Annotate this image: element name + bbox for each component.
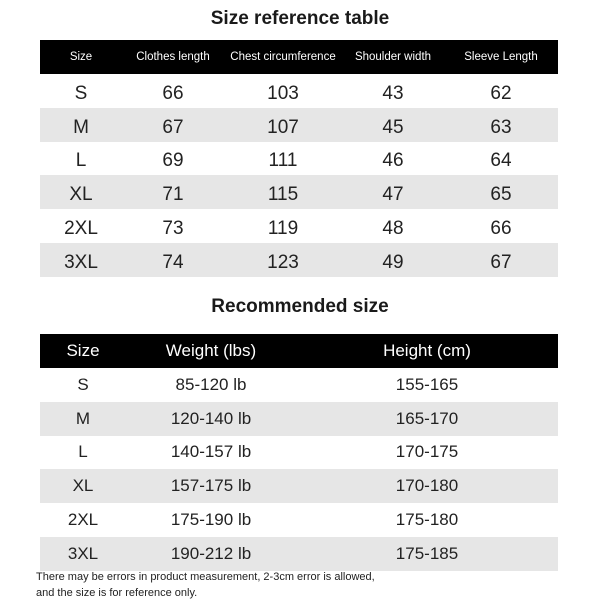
size-table-header	[40, 40, 558, 74]
table-cell: 2XL	[64, 218, 98, 240]
table-cell: 155-165	[395, 374, 459, 394]
table-cell: 62	[490, 82, 512, 104]
table-row	[40, 175, 558, 209]
table-cell: 111	[268, 150, 298, 172]
table-cell: L	[78, 442, 88, 462]
table-cell: 43	[382, 82, 404, 104]
table-row	[40, 142, 558, 176]
table-cell: 123	[267, 251, 299, 273]
table-row	[40, 108, 558, 142]
table-cell: 119	[267, 218, 299, 240]
table-cell: 73	[162, 218, 184, 240]
table-cell: 190-212 lb	[170, 543, 252, 563]
table-cell: 46	[382, 150, 404, 172]
table-cell: 48	[382, 218, 404, 240]
table-cell: 120-140 lb	[170, 408, 252, 428]
note-line-1: There may be errors in product measurement, 2-3cm error is allowed,	[36, 571, 375, 583]
table-row	[40, 243, 558, 277]
table-cell: 2XL	[67, 510, 99, 530]
size-reference-title: Size reference table	[210, 8, 390, 29]
table-cell: 85-120 lb	[175, 374, 247, 394]
header-clothes-length: Clothes length	[136, 51, 210, 63]
table-cell: 67	[490, 251, 512, 273]
header-height: Height (cm)	[383, 341, 471, 360]
table-cell: 3XL	[64, 251, 98, 273]
table-cell: 175-185	[395, 543, 459, 563]
table-cell: XL	[72, 476, 94, 496]
table-cell: 66	[490, 218, 512, 240]
table-cell: 175-180	[395, 510, 459, 530]
measurement-note	[36, 569, 375, 601]
table-cell: 45	[382, 116, 404, 138]
table-cell: 49	[382, 251, 404, 273]
table-cell: 69	[162, 150, 184, 172]
header-size: Size	[69, 51, 93, 63]
table-row	[40, 537, 558, 571]
table-cell: M	[75, 408, 91, 428]
table-cell: 74	[162, 251, 184, 273]
table-cell: 170-175	[395, 442, 459, 462]
table-row	[40, 368, 558, 402]
recommended-size-table	[40, 334, 558, 571]
recommended-table-header	[40, 334, 558, 368]
note-line-2: and the size is for reference only.	[36, 587, 198, 599]
table-cell: S	[74, 82, 88, 104]
header-shoulder-width: Shoulder width	[354, 51, 432, 63]
table-cell: 64	[490, 150, 512, 172]
table-row	[40, 436, 558, 470]
table-cell: L	[75, 150, 87, 172]
table-cell: 3XL	[67, 543, 99, 563]
table-cell: 103	[267, 82, 299, 104]
table-cell: 66	[162, 82, 184, 104]
table-cell: M	[73, 116, 89, 138]
table-cell: XL	[69, 184, 93, 206]
table-cell: 67	[162, 116, 184, 138]
table-cell: 71	[162, 184, 184, 206]
table-cell: S	[77, 374, 89, 394]
table-cell: 175-190 lb	[170, 510, 252, 530]
size-reference-table	[40, 40, 558, 277]
table-cell: 140-157 lb	[170, 442, 252, 462]
table-cell: 115	[267, 184, 299, 206]
recommended-size-title: Recommended size	[211, 296, 389, 317]
table-row	[40, 74, 558, 108]
table-cell: 47	[382, 184, 404, 206]
table-cell: 170-180	[395, 476, 459, 496]
table-row	[40, 209, 558, 243]
table-row	[40, 402, 558, 436]
table-cell: 65	[490, 184, 512, 206]
header-size: Size	[66, 341, 100, 360]
table-cell: 63	[490, 116, 512, 138]
header-chest-circumference: Chest circumference	[230, 51, 336, 63]
header-sleeve-length: Sleeve Length	[464, 51, 538, 63]
table-cell: 107	[267, 116, 299, 138]
table-row	[40, 503, 558, 537]
header-weight: Weight (lbs)	[165, 341, 257, 360]
table-row	[40, 469, 558, 503]
table-cell: 165-170	[395, 408, 459, 428]
table-cell: 157-175 lb	[170, 476, 252, 496]
